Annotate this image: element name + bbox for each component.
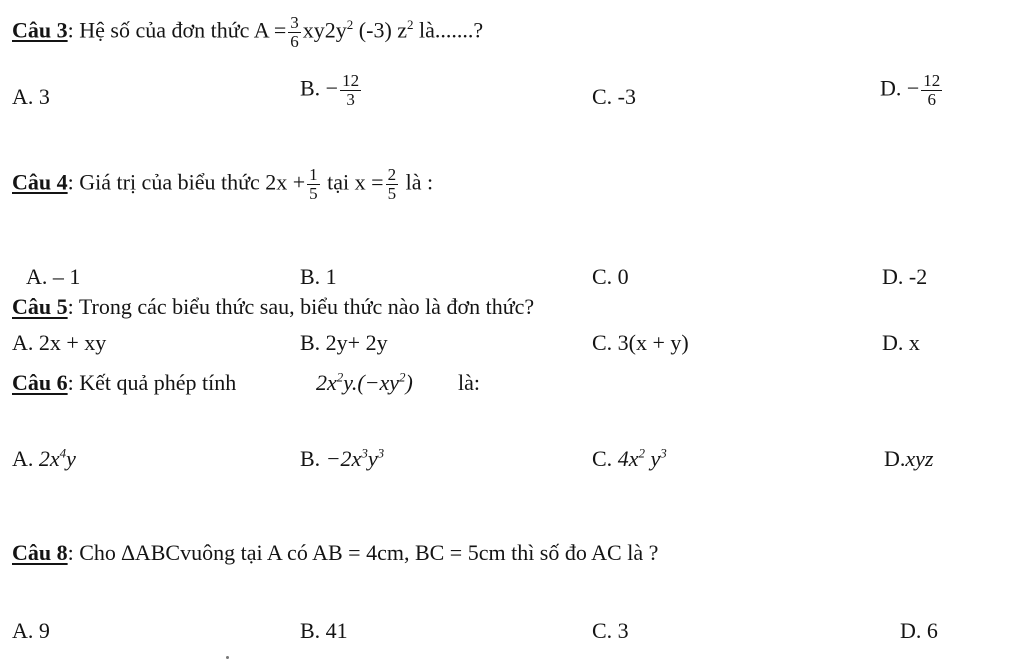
fraction: $\frac{12}{6}$ [923,71,941,109]
question-text: tại x = [321,169,384,195]
option-c: C. 3(x + y) [592,330,689,355]
question-suffix: là.......? [413,17,484,43]
question-6 [12,372,236,394]
question-label: Câu 3 [12,17,68,43]
option-b: B. 1 [300,264,337,289]
question-text: : Trong các biểu thức sau, biểu thức nào là đơn thức? [67,294,535,319]
question-label: Câu 8 [12,540,68,565]
question-suffix: là : [400,169,434,195]
question-text: : Cho ∆ABCvuông tại A có AB = 4cm, BC = 5cm thì số đo AC là ? [67,540,659,565]
question-text: : Giá trị của biểu thức 2x + [67,169,306,195]
question-8 [12,542,658,564]
option-b: B. 2y+ 2y [300,330,388,355]
option-b: B. 41 [300,618,348,643]
option-c: C. $4x^2$ $y^3$ [592,445,667,471]
question-5 [12,296,534,318]
stray-dot [226,656,229,659]
option-c: C. 3 [592,618,629,643]
question-label: Câu 6 [12,370,68,395]
fraction: $\frac{2}{5}$ [387,165,397,203]
option-a: A. 2x + xy [12,330,107,355]
option-d: D. x [882,330,920,355]
expression: $2x^2y.(-xy^2)$ [316,369,413,395]
fraction: $\frac{3}{6}$ [290,13,299,51]
question-text: : Kết quả phép tính [67,370,237,395]
question-label: Câu 4 [12,169,68,195]
expression: (-3) z [353,17,408,43]
question-suffix: là: [458,370,480,395]
option-b: B. − $\frac{12}{3}$ [300,71,360,109]
option-c: C. -3 [592,84,636,109]
expression: xy2y [302,17,347,43]
option-a: A. 9 [12,618,50,643]
option-b: B. $-2x^3y^3$ [300,445,385,471]
question-text: : Hệ số của đơn thức A = [67,17,287,43]
question-4 [12,166,433,203]
fraction: $\frac{1}{5}$ [309,165,318,203]
option-a: A. – 1 [26,264,81,289]
option-c: C. 0 [592,264,629,289]
option-a: A. $2x^4y$ [12,445,76,471]
question-label: Câu 5 [12,294,68,319]
option-d: D. − $\frac{12}{6}$ [880,71,941,109]
option-d: D.xyz [884,446,934,471]
question-3: Câu 3: Hệ số của đơn thức A = $\frac{3}{6}$ $xy2y^2$ (-3) $z^2$ là.......? [12,13,484,51]
fraction: $\frac{12}{3}$ [342,71,360,109]
option-d: D. 6 [900,618,938,643]
option-d: D. -2 [882,264,928,289]
option-a: A. 3 [12,84,50,109]
